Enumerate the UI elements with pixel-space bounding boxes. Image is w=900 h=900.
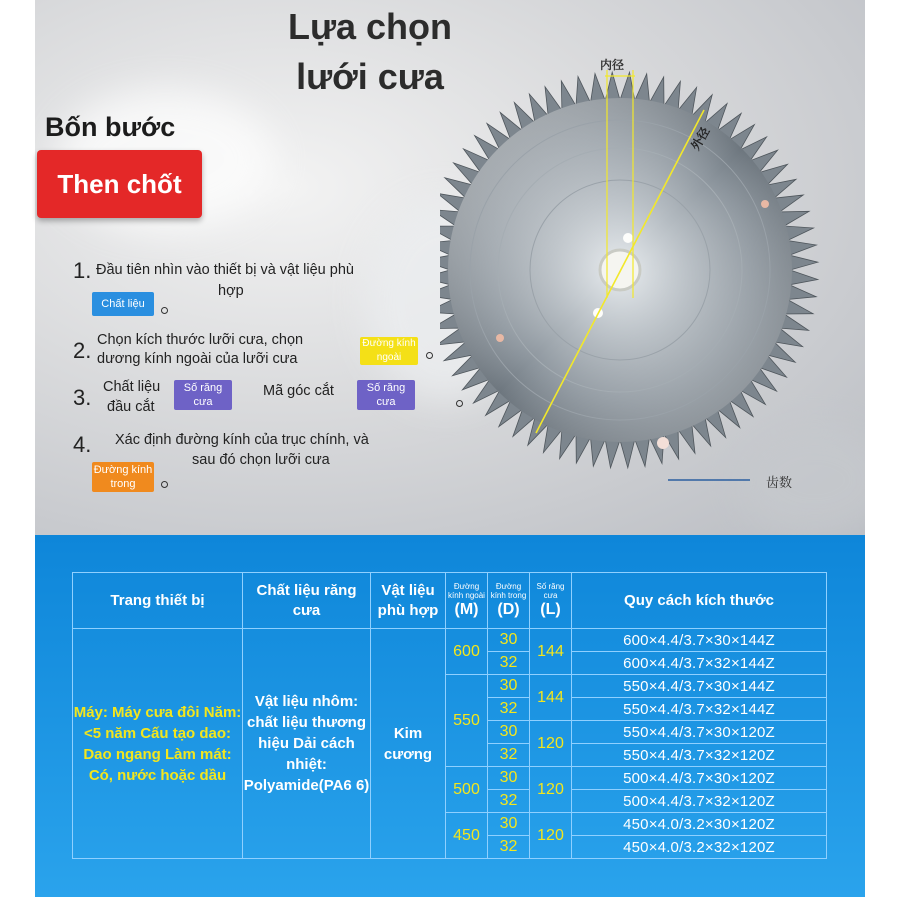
table-row: [73, 629, 827, 652]
step-2-line2: dương kính ngoài của lưỡi cưa: [97, 351, 298, 367]
spec-cell: 450×4.0/3.2×32×120Z: [572, 836, 827, 859]
table-header-row: [73, 573, 827, 629]
step-3-line1: Chất liệu: [103, 379, 161, 395]
header-equipment: Trang thiết bị: [73, 573, 243, 629]
inner-diameter-cell: 32: [488, 836, 530, 859]
step-3-line2: đầu cắt: [107, 399, 155, 415]
step-4-line1: Xác định đường kính của trục chính, và: [115, 432, 369, 448]
inner-diameter-cell: 32: [488, 744, 530, 767]
inner-diameter-label: 内径: [600, 58, 625, 72]
spec-cell: 550×4.4/3.7×30×120Z: [572, 721, 827, 744]
header-teeth-small: Số răng cưa: [536, 581, 565, 600]
inner-diameter-cell: 32: [488, 698, 530, 721]
step-4-line2: sau đó chọn lưỡi cưa: [192, 452, 330, 468]
header-material: Vật liệu phù hợp: [371, 573, 446, 629]
spec-cell: 450×4.0/3.2×30×120Z: [572, 813, 827, 836]
spec-cell: 600×4.4/3.7×32×144Z: [572, 652, 827, 675]
step-3-number: 3.: [73, 385, 92, 410]
inner-diameter-cell: 30: [488, 721, 530, 744]
teeth-count-cell: 120: [530, 721, 572, 767]
header-inner-diameter: [488, 573, 530, 629]
header-tooth-material: Chất liệu răng cưa: [243, 573, 371, 629]
outer-diameter-cell: 500: [446, 767, 488, 813]
teeth-count-label: 齿数: [766, 475, 793, 490]
step-2-number: 2.: [73, 338, 92, 363]
saw-blade-image: [440, 48, 840, 508]
header-spec: Quy cách kích thước: [572, 573, 827, 629]
spec-cell: 500×4.4/3.7×32×120Z: [572, 790, 827, 813]
step-4-dot: [161, 481, 168, 488]
header-outer-diameter: [446, 573, 488, 629]
key-badge: Then chốt: [37, 150, 202, 218]
step-4-number: 4.: [73, 432, 92, 457]
spec-cell: 600×4.4/3.7×30×144Z: [572, 629, 827, 652]
step-2-line1: Chọn kích thước lưỡi cưa, chọn: [97, 332, 304, 348]
step-1-number: 1.: [73, 258, 92, 283]
material-cell: Kim cương: [371, 629, 446, 859]
step-1-line1: Đầu tiên nhìn vào thiết bị và vật liệu phù: [96, 262, 354, 278]
equipment-cell: Máy: Máy cưa đôi Năm: <5 năm Cấu tạo dao: Dao ngang Làm mát: Có, nước hoặc dầu: [73, 629, 243, 859]
outer-diameter-cell: 550: [446, 675, 488, 767]
page-title: Lựa chọn lưới cưa: [287, 6, 453, 97]
spec-cell: 550×4.4/3.7×32×144Z: [572, 698, 827, 721]
outer-diameter-cell: 450: [446, 813, 488, 859]
outer-diameter-label: 外径: [688, 124, 713, 153]
teeth-count-cell: 120: [530, 813, 572, 859]
header-inner-small: Đường kính trong: [490, 581, 527, 600]
inner-diameter-cell: 32: [488, 790, 530, 813]
spec-cell: 500×4.4/3.7×30×120Z: [572, 767, 827, 790]
teeth-count-cell: 144: [530, 675, 572, 721]
outer-diameter-cell: 600: [446, 629, 488, 675]
steps-subtitle: Bốn bước: [45, 112, 176, 142]
tooth-material-cell: Vật liệu nhôm: chất liệu thương hiệu Dải cách nhiệt: Polyamide(PA6 6): [243, 629, 371, 859]
inner-diameter-cell: 32: [488, 652, 530, 675]
header-outer-small: Đường kính ngoài: [448, 581, 485, 600]
header-inner-big: (D): [497, 600, 520, 618]
step-2-dot: [426, 352, 433, 359]
step-1-tag: Chất liệu: [92, 292, 154, 316]
spec-cell: 550×4.4/3.7×30×144Z: [572, 675, 827, 698]
step-3-tag2: Số răng cưa: [357, 380, 415, 410]
step-2-tag: Đường kính ngoài: [360, 337, 418, 365]
spec-table: [72, 572, 827, 859]
step-1-dot: [161, 307, 168, 314]
teeth-count-cell: 120: [530, 767, 572, 813]
inner-diameter-cell: 30: [488, 629, 530, 652]
inner-diameter-cell: 30: [488, 767, 530, 790]
inner-diameter-cell: 30: [488, 813, 530, 836]
teeth-count-cell: 144: [530, 629, 572, 675]
step-4-tag: Đường kính trong: [93, 464, 153, 490]
step-1-line2: hợp: [218, 283, 244, 299]
spec-cell: 550×4.4/3.7×32×120Z: [572, 744, 827, 767]
step-3-tag: Số răng cưa: [174, 380, 232, 410]
step-3-mid-text: Mã góc cắt: [263, 383, 334, 399]
inner-diameter-cell: 30: [488, 675, 530, 698]
header-teeth: [530, 573, 572, 629]
header-outer-big: (M): [454, 600, 479, 618]
header-teeth-big: (L): [540, 600, 561, 618]
